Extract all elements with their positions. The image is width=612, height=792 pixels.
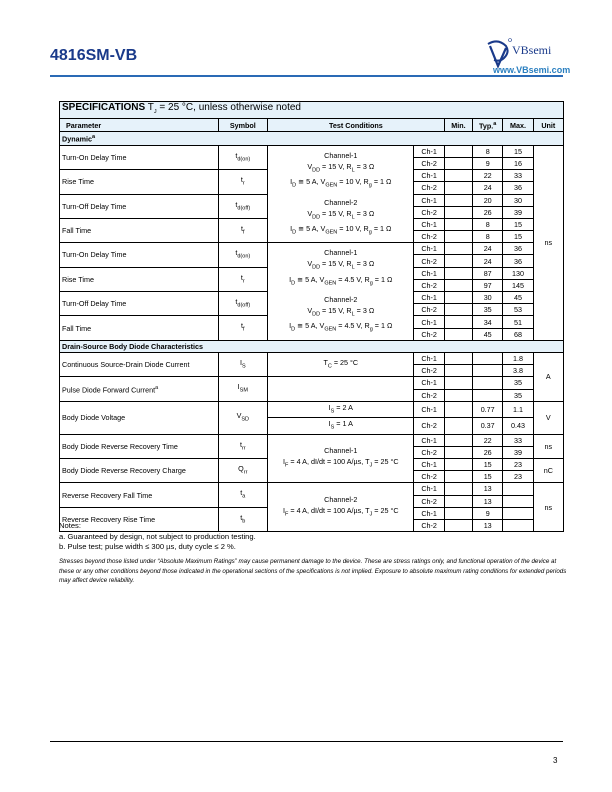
part-number: 4816SM-VB xyxy=(50,47,138,64)
table-header-row xyxy=(60,119,564,132)
table-row: Ch-2 35 53 xyxy=(60,304,564,316)
table-row: Rise Time $t_r$ Ch-1 22 33 xyxy=(60,170,564,182)
website-link[interactable]: www.VBsemi.com xyxy=(493,65,571,75)
table-row: Ch-2 15 23 xyxy=(60,471,564,483)
table-row: Continuous Source-Drain Diode Current $I_S$ $T_C = 25$ °C Ch-1 1.8 A xyxy=(60,352,564,364)
table-row: Ch-2 26 39 xyxy=(60,206,564,218)
table-row: Ch-2 26 39 xyxy=(60,446,564,458)
table-row: Ch-2 13 xyxy=(60,495,564,507)
table-row: Turn-Off Delay Time $t_{d(off)}$ Ch-1 30 45 xyxy=(60,292,564,304)
col-min: Min. xyxy=(444,119,472,132)
table-row: Reverse Recovery Fall Time $t_a$ Channel-2 $I_F = 4$ A, dI/dt = 100 A/µs, $T_J = 25$ °C Ch-1 13 ns xyxy=(60,483,564,495)
table-row: Body Diode Voltage $V_{SD}$ $I_S = 2$ A Ch-1 0.77 1.1 V xyxy=(60,401,564,417)
unit-ns: ns xyxy=(533,483,563,532)
header-rule xyxy=(50,75,563,77)
table-row: Reverse Recovery Rise Time $t_b$ Ch-1 9 xyxy=(60,507,564,519)
unit-ns: ns xyxy=(533,145,563,340)
col-parameter: Parameter xyxy=(60,119,219,132)
table-row: Rise Time $t_r$ Ch-1 87 130 xyxy=(60,267,564,279)
table-row: Ch-2 35 xyxy=(60,389,564,401)
unit-v: V xyxy=(533,401,563,434)
col-test-conditions: Test Conditions xyxy=(268,119,445,132)
symbol: $t_{d(on)}$ xyxy=(218,145,267,169)
specifications-table xyxy=(59,101,564,532)
table-title-row: SPECIFICATIONS $T_J = 25$ °C, unless otherwise noted xyxy=(60,102,564,119)
page-number: 3 xyxy=(553,756,558,765)
table-row: Body Diode Reverse Recovery Charge $Q_{rr}$ Ch-1 15 23 nC xyxy=(60,458,564,470)
note-b: b. Pulse test; pulse width ≤ 300 µs, duty cycle ≤ 2 %. xyxy=(59,542,236,551)
param-name: Turn-On Delay Time xyxy=(60,145,219,169)
table-row: Fall Time $t_f$ Ch-1 8 15 xyxy=(60,218,564,230)
test-conditions-group-4: Channel-2 $I_F = 4$ A, dI/dt = 100 A/µs, $T_J = 25$ °C xyxy=(268,483,414,532)
table-title-condition: = 25 °C, unless otherwise noted xyxy=(156,102,301,113)
table-row: Ch-2 3.8 xyxy=(60,365,564,377)
table-row: Ch-2 45 68 xyxy=(60,328,564,340)
test-conditions-group-2: Channel-1 $V_{DD} = 15$ V, $R_L = 3$ Ω $I_D$ ≅ 5 A, $V_{GEN} = 4.5$ V, $R_g = 1$ Ω Channel-2 $V_{DD} = 15$ V, $R_L = 3$ Ω $I_D$ ≅ 5 A, $V_{GEN} = 4.5$ V, $R_g = 1$ Ω xyxy=(268,243,414,341)
col-symbol: Symbol xyxy=(218,119,267,132)
unit-nc: nC xyxy=(533,458,563,482)
footer-rule xyxy=(50,741,563,742)
notes-heading: Notes: xyxy=(59,521,81,530)
table-row: Fall Time $t_f$ Ch-1 34 51 xyxy=(60,316,564,328)
section-dynamic: Dynamic$^a$ xyxy=(60,132,564,145)
table-row: Ch-2 13 xyxy=(60,519,564,531)
table-row: Turn-On Delay Time $t_{d(on)}$ Channel-1 $V_{DD} = 15$ V, $R_L = 3$ Ω $I_D$ ≅ 5 A, $V_{GEN} = 10$ V, $R_g = 1$ Ω Channel-2 $V_{DD} = 15$ V, $R_L = 3$ Ω $I_D$ ≅ 5 A, $V_{GEN} = 10$ V, $R_g = 1$ Ω Ch-1 8 15 ns xyxy=(60,145,564,157)
unit-ns: ns xyxy=(533,434,563,458)
section-body-diode: Drain-Source Body Diode Characteristics xyxy=(60,340,564,352)
test-conditions-group-3: Channel-1 $I_F = 4$ A, dI/dt = 100 A/µs, $T_J = 25$ °C xyxy=(268,434,414,483)
notes xyxy=(59,521,256,553)
unit-a: A xyxy=(533,352,563,401)
table-row: Ch-2 97 145 xyxy=(60,279,564,291)
col-typ: Typ.$^a$ xyxy=(473,119,503,132)
col-max: Max. xyxy=(503,119,533,132)
col-unit: Unit xyxy=(533,119,563,132)
table-row: Ch-2 24 36 xyxy=(60,255,564,267)
table-row: Body Diode Reverse Recovery Time $t_{rr}$ Channel-1 $I_F = 4$ A, dI/dt = 100 A/µs, $T_J = 25$ °C Ch-1 22 33 ns xyxy=(60,434,564,446)
table-row: $I_S = 1$ A Ch-2 0.37 0.43 xyxy=(60,418,564,434)
table-row: Ch-2 8 15 xyxy=(60,231,564,243)
table-row: Turn-On Delay Time $t_{d(on)}$ Channel-1 $V_{DD} = 15$ V, $R_L = 3$ Ω $I_D$ ≅ 5 A, $V_{GEN} = 4.5$ V, $R_g = 1$ Ω Channel-2 $V_{DD} = 15$ V, $R_L = 3$ Ω $I_D$ ≅ 5 A, $V_{GEN} = 4.5$ V, $R_g = 1$ Ω Ch-1 24 36 xyxy=(60,243,564,255)
table-row: Ch-2 24 36 xyxy=(60,182,564,194)
table-row: Pulse Diode Forward Current$^a$ $I_{SM}$ Ch-1 35 xyxy=(60,377,564,389)
brand-name: VBsemi xyxy=(512,43,552,57)
table-row: Turn-Off Delay Time $t_{d(off)}$ Ch-1 20 30 xyxy=(60,194,564,206)
note-a: a. Guaranteed by design, not subject to production testing. xyxy=(59,531,256,541)
table-row: Ch-2 9 16 xyxy=(60,157,564,169)
disclaimer: Stresses beyond those listed under “Absolute Maximum Ratings” may cause permanent damage to the device. These are stress ratings only, and functional operation of the device at these or any other conditions beyond those indicated in the operational sections of the specifications is not implied. Exposure to absolute maximum rating conditions for extended periods may affect device reliability. xyxy=(59,558,567,585)
table-title: SPECIFICATIONS xyxy=(62,102,146,113)
test-conditions-group-1: Channel-1 $V_{DD} = 15$ V, $R_L = 3$ Ω $I_D$ ≅ 5 A, $V_{GEN} = 10$ V, $R_g = 1$ Ω Channel-2 $V_{DD} = 15$ V, $R_L = 3$ Ω $I_D$ ≅ 5 A, $V_{GEN} = 10$ V, $R_g = 1$ Ω xyxy=(268,145,414,243)
